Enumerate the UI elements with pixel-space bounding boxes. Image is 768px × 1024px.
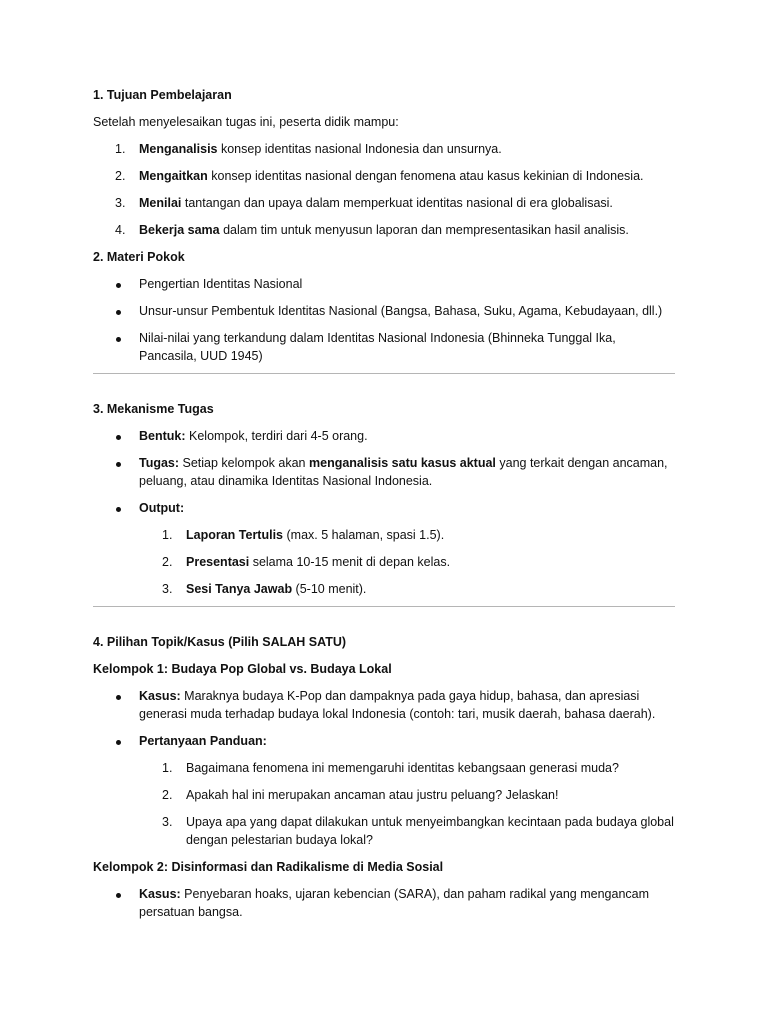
group-2-list xyxy=(93,885,675,921)
list-item: 1. Menganalisis konsep identitas nasional Indonesia dan unsurnya. xyxy=(115,142,502,156)
mechanism-list xyxy=(93,427,675,517)
list-item: 2. Mengaitkan konsep identitas nasional dengan fenomena atau kasus kekinian di Indonesia. xyxy=(115,169,644,183)
list-item: Nilai-nilai yang terkandung dalam Identitas Nasional Indonesia (Bhinneka Tunggal Ika, Pancasila, UUD 1945) xyxy=(93,329,675,365)
group-2-title: Kelompok 2: Disinformasi dan Radikalisme di Media Sosial xyxy=(93,860,444,874)
group-1-title: Kelompok 1: Budaya Pop Global vs. Budaya Lokal xyxy=(93,662,392,676)
section-heading-materi: 2. Materi Pokok xyxy=(93,250,185,264)
bullet-icon xyxy=(116,732,121,750)
list-item: 2. Presentasi selama 10-15 menit di depan kelas. xyxy=(162,555,451,569)
list-item: 3. Menilai tantangan dan upaya dalam memperkuat identitas nasional di era globalisasi. xyxy=(115,196,613,210)
bullet-icon xyxy=(116,499,121,517)
list-item: Bentuk: Kelompok, terdiri dari 4-5 orang. xyxy=(93,427,675,445)
list-item: Kasus: Penyebaran hoaks, ujaran kebencian (SARA), dan paham radikal yang mengancam persatuan bangsa. xyxy=(93,885,675,921)
list-item: 3. Sesi Tanya Jawab (5-10 menit). xyxy=(162,582,367,596)
list-item: 3. Upaya apa yang dapat dilakukan untuk menyeimbangkan kecintaan pada budaya global dengan pelestarian budaya lokal? xyxy=(162,815,674,847)
section-intro: Setelah menyelesaikan tugas ini, peserta didik mampu: xyxy=(93,115,399,129)
list-item: Pertanyaan Panduan: xyxy=(93,732,675,750)
section-heading-topik: 4. Pilihan Topik/Kasus (Pilih SALAH SATU) xyxy=(93,635,347,649)
document-content xyxy=(93,86,675,930)
objectives-list xyxy=(93,140,675,239)
bullet-icon xyxy=(116,687,121,705)
materials-list xyxy=(93,275,675,365)
bullet-icon xyxy=(116,454,121,472)
list-item: 1. Bagaimana fenomena ini memengaruhi identitas kebangsaan generasi muda? xyxy=(162,761,619,775)
list-item: Tugas: Setiap kelompok akan menganalisis satu kasus aktual yang terkait dengan ancaman, peluang, atau dinamika Identitas Nasional Indonesia. xyxy=(93,454,675,490)
section-divider xyxy=(93,373,675,374)
bullet-icon xyxy=(116,302,121,320)
bullet-icon xyxy=(116,275,121,293)
section-heading-mekanisme: 3. Mekanisme Tugas xyxy=(93,402,214,416)
list-item: 1. Laporan Tertulis (max. 5 halaman, spasi 1.5). xyxy=(162,528,445,542)
list-item: 2. Apakah hal ini merupakan ancaman atau justru peluang? Jelaskan! xyxy=(162,788,559,802)
list-item: Kasus: Maraknya budaya K-Pop dan dampaknya pada gaya hidup, bahasa, dan apresiasi generasi muda terhadap budaya lokal Indonesia (contoh: tari, musik daerah, bahasa daerah). xyxy=(93,687,675,723)
bullet-icon xyxy=(116,329,121,347)
list-item: Output: xyxy=(93,499,675,517)
list-item: Unsur-unsur Pembentuk Identitas Nasional (Bangsa, Bahasa, Suku, Agama, Kebudayaan, dll.) xyxy=(93,302,675,320)
bullet-icon xyxy=(116,885,121,903)
bullet-icon xyxy=(116,427,121,445)
guiding-questions-list xyxy=(93,759,675,849)
section-heading-tujuan: 1. Tujuan Pembelajaran xyxy=(93,88,232,102)
list-item: 4. Bekerja sama dalam tim untuk menyusun laporan dan mempresentasikan hasil analisis. xyxy=(115,223,629,237)
section-divider xyxy=(93,606,675,607)
output-list xyxy=(93,526,675,598)
list-item: Pengertian Identitas Nasional xyxy=(93,275,675,293)
group-1-list xyxy=(93,687,675,750)
